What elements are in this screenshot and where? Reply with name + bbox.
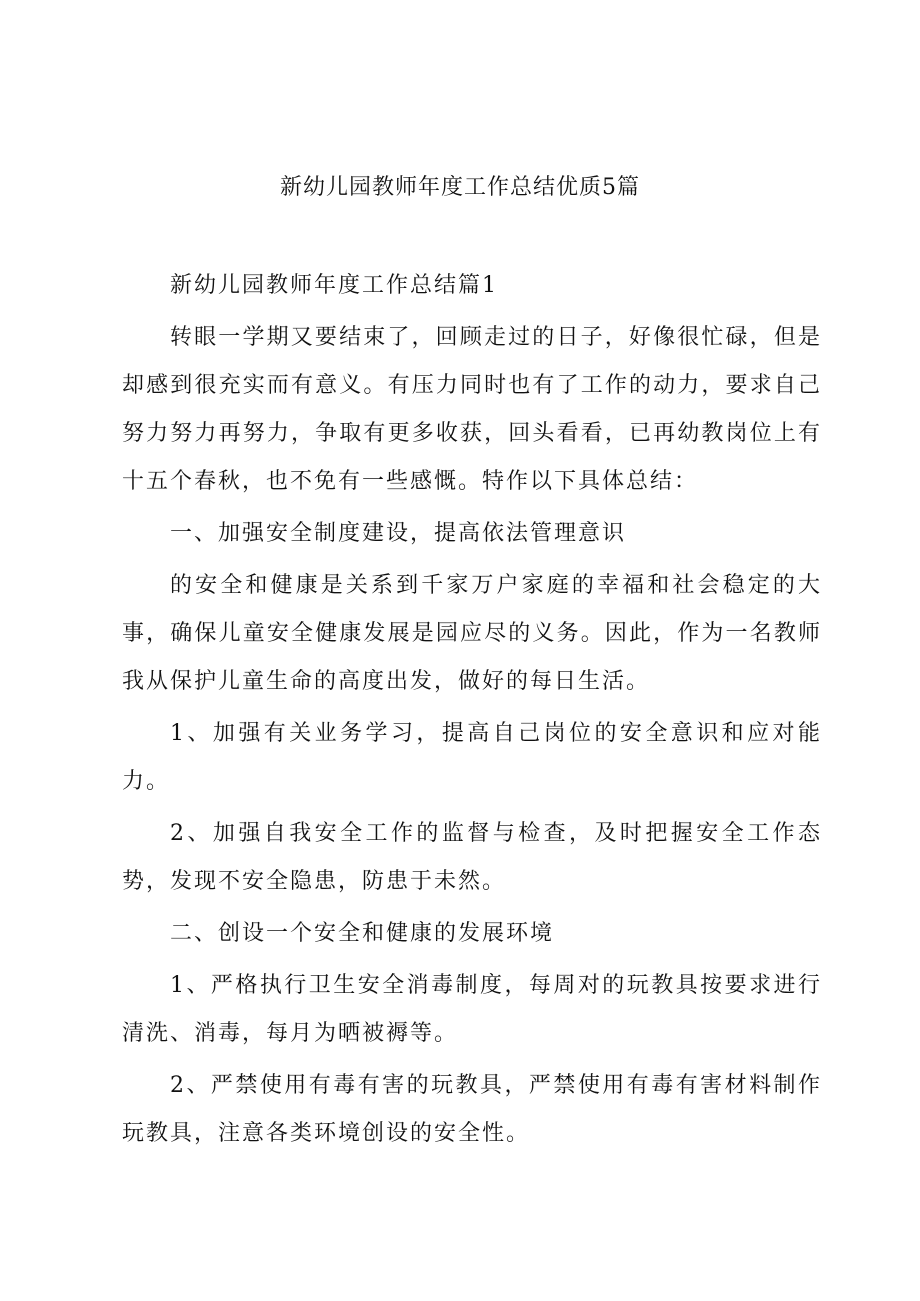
safety-paragraph: 的安全和健康是关系到千家万户家庭的幸福和社会稳定的大事，确保儿童安全健康发展是园应尽的义务。因此，作为一名教师我从保护儿童生命的高度出发，做好的每日生活。 bbox=[122, 573, 822, 694]
document-body bbox=[122, 262, 822, 1162]
section-heading-article-1: 新幼儿园教师年度工作总结篇1 bbox=[170, 273, 498, 298]
intro-paragraph: 转眼一学期又要结束了，回顾走过的日子，好像很忙碌，但是却感到很充实而有意义。有压力同时也有了工作的动力，要求自己努力努力再努力，争取有更多收获，回头看看，已再幼教岗位上有十五个春秋，也不免有一些感慨。特作以下具体总结： bbox=[122, 325, 822, 494]
list-item-3: 1、严格执行卫生安全消毒制度，每周对的玩教具按要求进行清洗、消毒，每月为晒被褥等。 bbox=[122, 973, 822, 1046]
list-item-4: 2、严禁使用有毒有害的玩教具，严禁使用有毒有害材料制作玩教具，注意各类环境创设的安全性。 bbox=[122, 1073, 822, 1146]
list-item-1: 1、加强有关业务学习，提高自己岗位的安全意识和应对能力。 bbox=[122, 721, 822, 794]
section-heading-environment: 二、创设一个安全和健康的发展环境 bbox=[170, 921, 555, 946]
list-item-2: 2、加强自我安全工作的监督与检查，及时把握安全工作态势，发现不安全隐患，防患于未然。 bbox=[122, 821, 822, 894]
document-title: 新幼儿园教师年度工作总结优质5篇 bbox=[280, 175, 640, 200]
section-heading-safety-system: 一、加强安全制度建设，提高依法管理意识 bbox=[170, 521, 627, 546]
